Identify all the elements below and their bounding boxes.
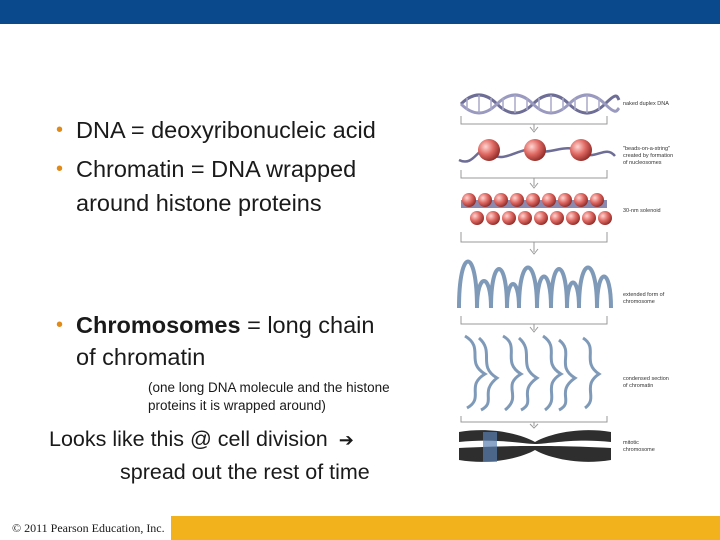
chromatin-diagram [455, 86, 720, 471]
looks-label: Looks like this @ cell division [49, 427, 328, 451]
bullet-text-line2: of chromatin [76, 344, 206, 370]
label-extended: extended form of chromosome [623, 292, 665, 305]
label-condensed: condensed section of chromatin [623, 376, 669, 389]
condensed-chromatin-icon [465, 336, 599, 410]
bullet-text [76, 310, 374, 340]
mitotic-chromosome-icon [459, 430, 611, 462]
bullet-text: DNA = deoxyribonucleic acid [76, 117, 376, 143]
spread-out-text: spread out the rest of time [120, 460, 370, 484]
top-bar [0, 0, 720, 24]
note-line: (one long DNA molecule and the histone [148, 380, 390, 395]
label-mitotic: mitotic chromosome [623, 440, 655, 453]
label-naked-dna: naked duplex DNA [623, 101, 669, 107]
extended-chromosome-icon [459, 262, 611, 309]
right-arrow-icon: ➔ [333, 430, 354, 450]
bullet-dot: • [56, 314, 64, 336]
label-beads: "beads-on-a-string" created by formation of nucleosomes [623, 146, 674, 166]
bullet-text-line2: around histone proteins [76, 190, 322, 216]
copyright-notice: © 2011 Pearson Education, Inc. [0, 516, 171, 540]
solenoid-icon [461, 193, 612, 225]
bullet-rest: = long chain [240, 312, 375, 338]
bold-term: Chromosomes [76, 312, 241, 338]
chromosome-note [148, 379, 390, 415]
beads-on-string-icon [459, 139, 615, 162]
bullet-dot: • [56, 158, 64, 180]
label-solenoid: 30-nm solenoid [623, 208, 661, 214]
note-line: proteins it is wrapped around) [148, 398, 326, 413]
naked-dna-icon [461, 95, 619, 113]
bullet-text: Chromatin = DNA wrapped [76, 156, 357, 182]
bullet-dot: • [56, 119, 64, 141]
looks-like-text [49, 424, 354, 455]
